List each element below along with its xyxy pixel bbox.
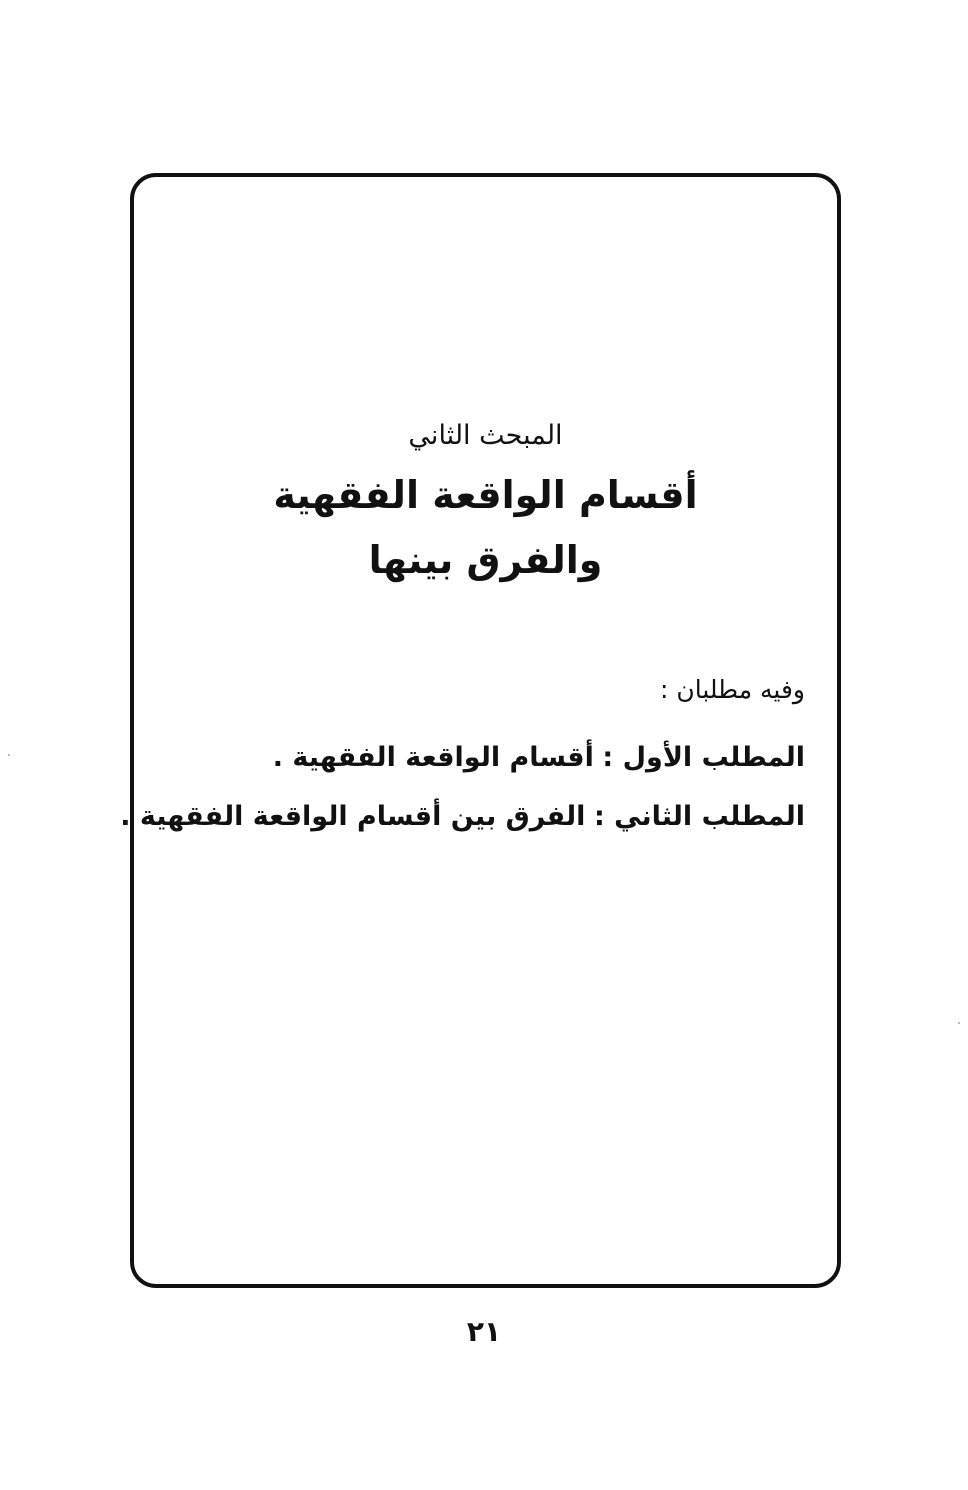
chapter-title-line-2: والفرق بينها <box>368 538 603 582</box>
contents-item-1 <box>273 738 805 778</box>
contents-item-1-text: أقسام الواقعة الفقهية . <box>272 742 594 773</box>
contents-item-1-heading: المطلب الأول : <box>602 742 805 773</box>
page-border-frame <box>130 173 841 1288</box>
scan-speck <box>958 1022 960 1024</box>
contents-intro: وفيه مطلبان : <box>660 675 805 704</box>
contents-item-2-heading: المطلب الثاني : <box>593 801 805 832</box>
chapter-title-line-1: أقسام الواقعة الفقهية <box>273 473 698 517</box>
section-label: المبحث الثاني <box>408 420 563 451</box>
contents-item-2 <box>120 797 805 837</box>
scan-speck <box>8 754 10 756</box>
contents-item-2-text: الفرق بين أقسام الواقعة الفقهية . <box>120 801 586 832</box>
page-number: ٢١ <box>466 1315 502 1348</box>
